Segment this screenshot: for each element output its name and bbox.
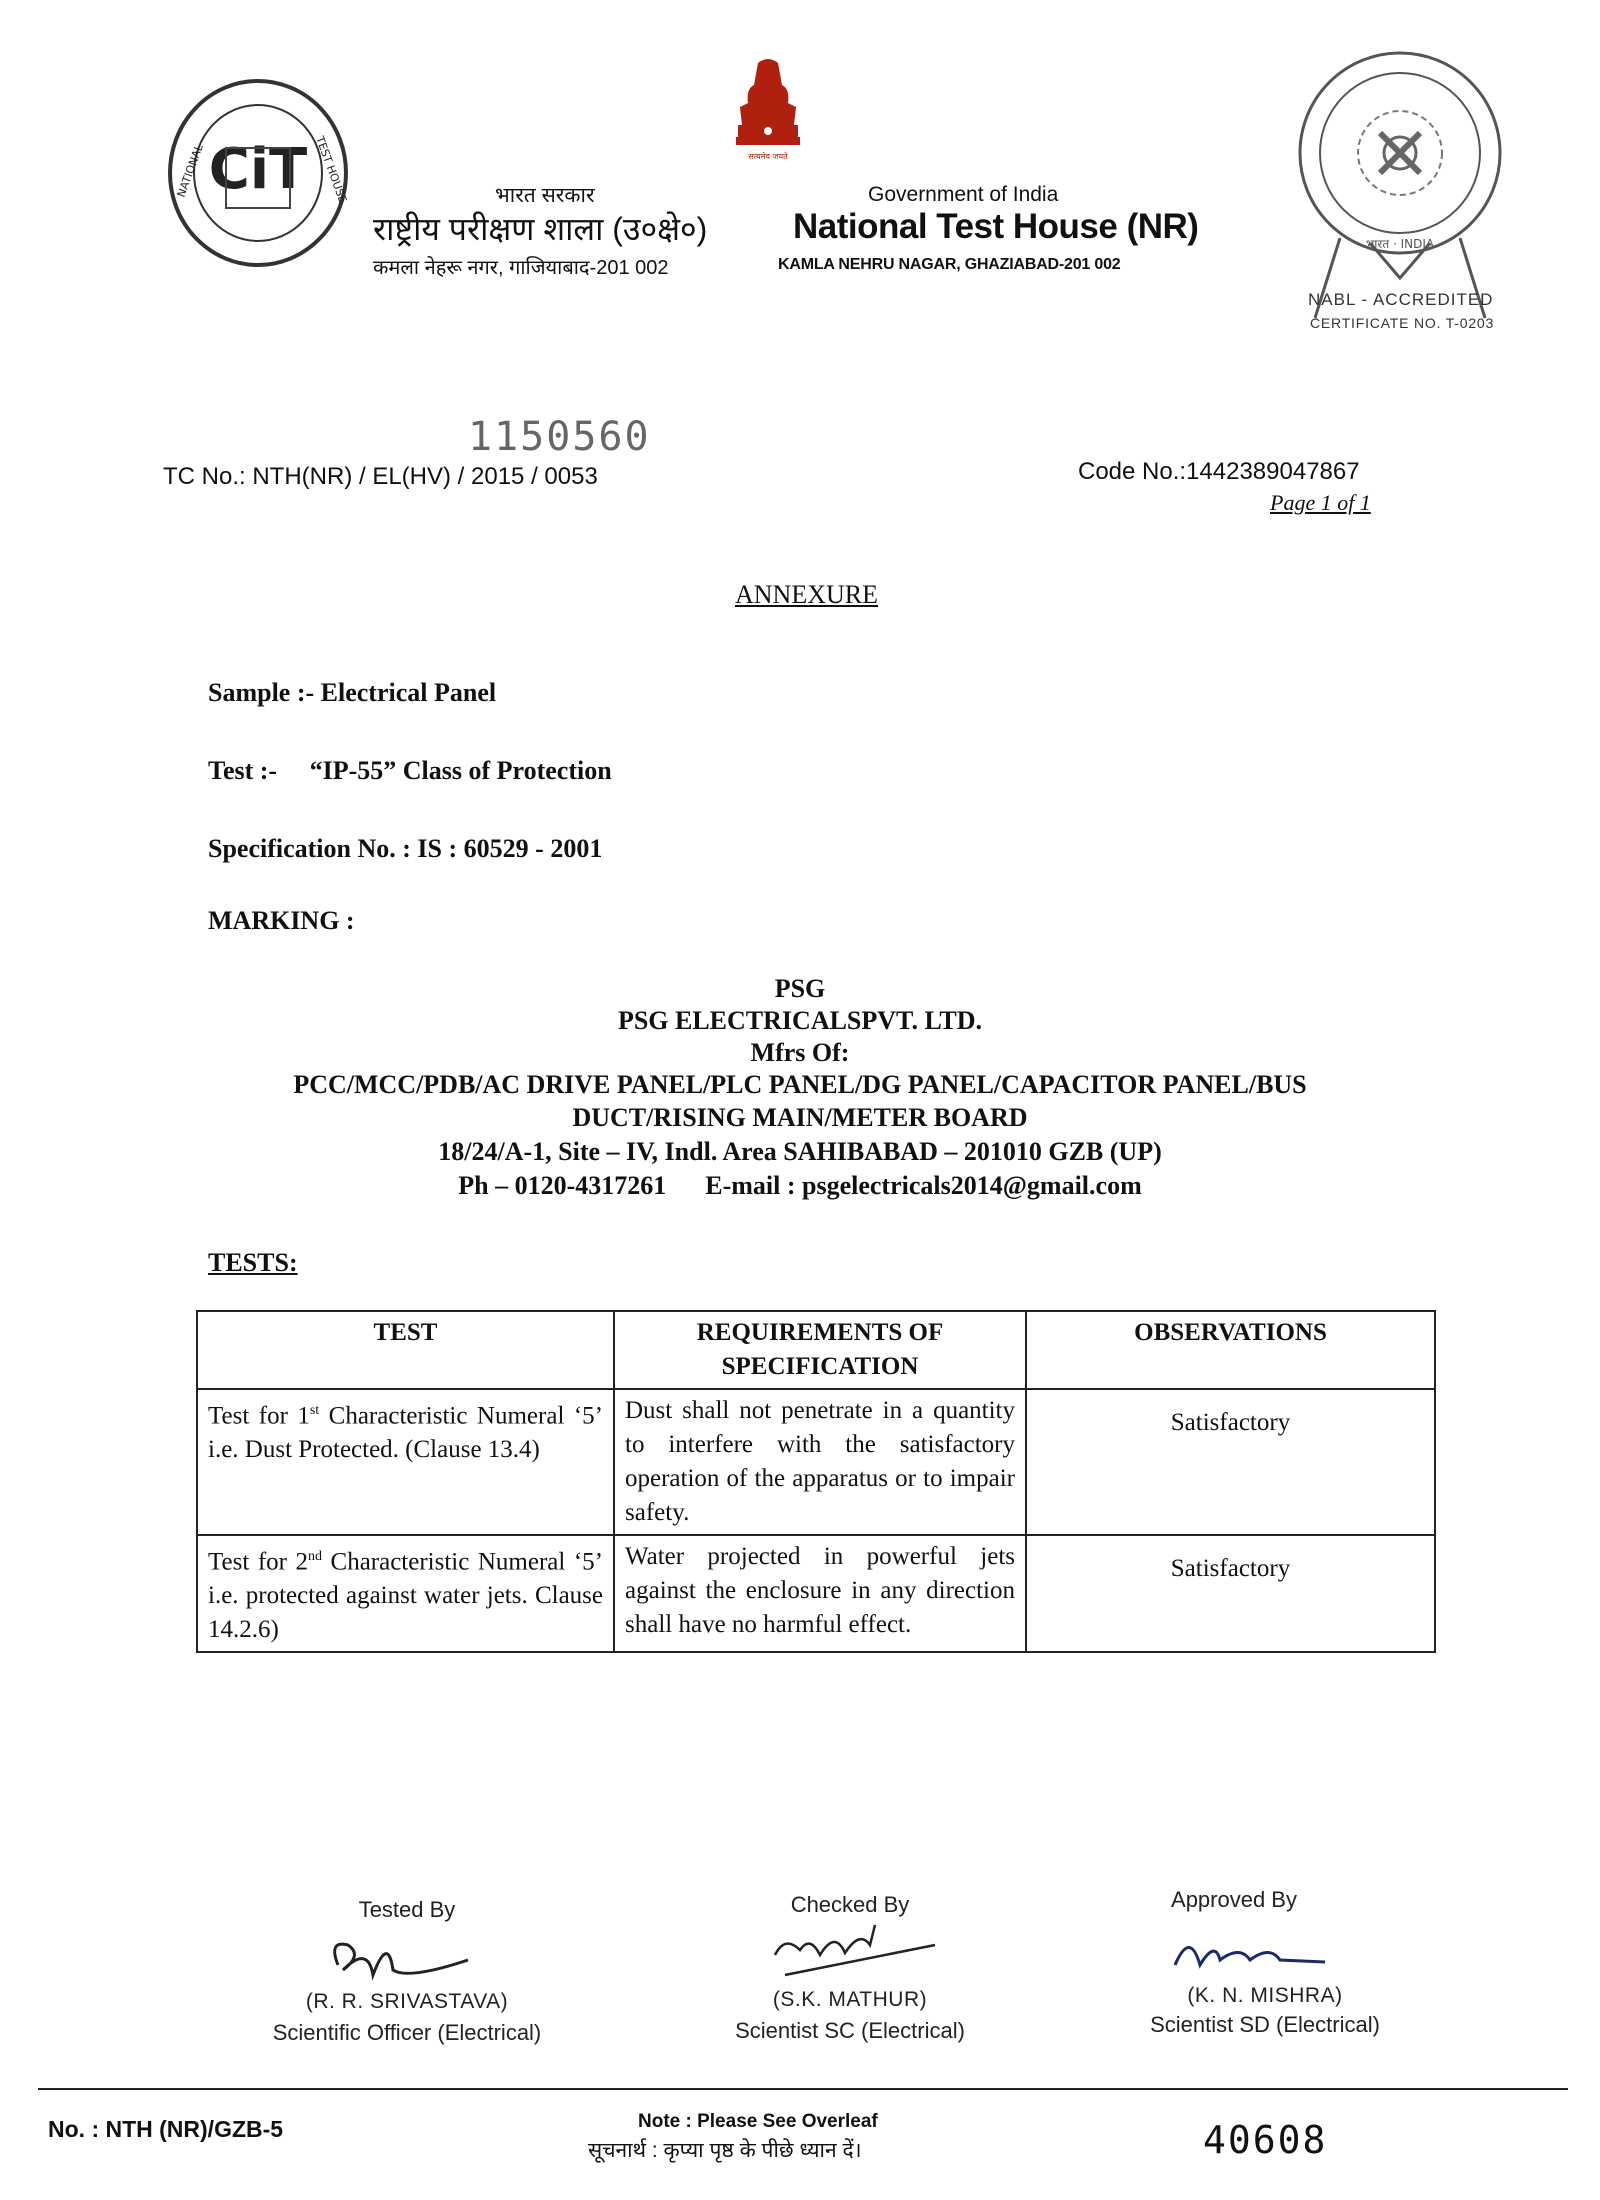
tested-by-role: Scientific Officer (Electrical) <box>272 2020 542 2045</box>
footer-divider <box>38 2088 1568 2090</box>
marking-address: 18/24/A-1, Site – IV, Indl. Area SAHIBABAD – 201010 GZB (UP) <box>438 1137 1162 1166</box>
nabl-accredited-label: NABL - ACCREDITED <box>1308 290 1494 309</box>
header-observations: OBSERVATIONS <box>1026 1311 1435 1389</box>
national-emblem <box>728 55 808 165</box>
svg-text:CiT: CiT <box>208 137 308 202</box>
address-english: KAMLA NEHRU NAGAR, GHAZIABAD-201 002 <box>778 256 1121 273</box>
marking-products-1: PCC/MCC/PDB/AC DRIVE PANEL/PLC PANEL/DG PANEL/CAPACITOR PANEL/BUS <box>293 1070 1307 1099</box>
test-cell <box>197 1389 614 1535</box>
marking-label: MARKING : <box>208 906 355 935</box>
approved-by-role: Scientist SD (Electrical) <box>1150 2012 1380 2037</box>
table-row <box>197 1389 1435 1535</box>
tc-number: TC No.: NTH(NR) / EL(HV) / 2015 / 0053 <box>163 463 598 490</box>
tested-by-signature <box>318 1925 498 2000</box>
test-cell-text: Test for 1 <box>208 1402 310 1430</box>
observation-text: Satisfactory <box>1170 1555 1291 1582</box>
table-row <box>197 1535 1435 1652</box>
test-cell-ordinal: nd <box>308 1549 322 1564</box>
test-line <box>208 756 612 786</box>
tests-heading: TESTS: <box>208 1248 298 1277</box>
test-label: Test :- <box>208 756 278 785</box>
marking-mfrs-label: Mfrs Of: <box>750 1038 850 1067</box>
nth-logo-left <box>166 78 351 268</box>
requirement-cell: Dust shall not penetrate in a quantity to interfere with the satisfactory operation of the apparatus or to impair safety. <box>614 1389 1026 1535</box>
code-number: Code No.:1442389047867 <box>1078 458 1360 485</box>
page-indicator: Page 1 of 1 <box>1270 490 1371 515</box>
requirement-cell: Water projected in powerful jets against the enclosure in any direction shall have no harmful effect. <box>614 1535 1026 1652</box>
footer-note: Note : Please See Overleaf <box>638 2111 878 2132</box>
nabl-certificate-no: CERTIFICATE NO. T-0203 <box>1310 315 1495 331</box>
footer-note-hindi: सूचनार्थ : कृप्या पृष्ठ के पीछे ध्यान दें। <box>588 2139 862 2162</box>
marking-brand: PSG <box>774 974 826 1003</box>
sample-line: Sample :- Electrical Panel <box>208 678 497 707</box>
results-table <box>196 1310 1436 1653</box>
nth-english-name: National Test House (NR) <box>793 207 1199 246</box>
marking-company: PSG ELECTRICALSPVT. LTD. <box>617 1006 983 1035</box>
test-cell-ordinal: st <box>309 1403 320 1418</box>
test-cell-text-rest: Characteristic Numeral ‘5’ i.e. Dust Protected. (Clause 13.4) <box>208 1402 603 1464</box>
tested-by-label: Tested By <box>358 1897 456 1922</box>
checked-by-label: Checked By <box>790 1892 910 1917</box>
marking-email: E-mail : psgelectricals2014@gmail.com <box>705 1171 1142 1200</box>
checked-by-name: (S.K. MATHUR) <box>772 1988 928 2011</box>
address-hindi: कमला नेहरू नगर, गाजियाबाद-201 002 <box>373 257 669 279</box>
svg-text:सत्यमेव जयते: सत्यमेव जयते <box>748 152 788 161</box>
checked-by-signature <box>765 1915 945 1990</box>
footer-serial-number: 40608 <box>1203 2118 1328 2162</box>
approved-by-name: (K. N. MISHRA) <box>1187 1984 1343 2007</box>
svg-text:NATIONAL: NATIONAL <box>174 142 206 200</box>
header-requirements: REQUIREMENTS OF SPECIFICATION <box>614 1311 1026 1389</box>
observation-cell <box>1026 1535 1435 1652</box>
svg-text:भारत · INDIA: भारत · INDIA <box>1365 237 1435 251</box>
marking-products-2: DUCT/RISING MAIN/METER BOARD <box>572 1103 1028 1132</box>
annexure-title: ANNEXURE <box>735 580 878 609</box>
test-cell-text: Test for 2 <box>208 1548 308 1576</box>
observation-text: Satisfactory <box>1170 1409 1291 1436</box>
observation-cell <box>1026 1389 1435 1535</box>
test-cell <box>197 1535 614 1652</box>
marking-phone: Ph – 0120-4317261 <box>458 1171 667 1200</box>
gov-hindi-label: भारत सरकार <box>495 184 595 207</box>
nth-hindi-name: राष्ट्रीय परीक्षण शाला (उ०क्षे०) <box>373 211 708 247</box>
checked-by-role: Scientist SC (Electrical) <box>735 2018 965 2043</box>
test-cell-text-rest: Characteristic Numeral ‘5’ i.e. protected against water jets. Clause 14.2.6) <box>208 1548 603 1644</box>
table-header-row <box>197 1311 1435 1389</box>
serial-stamp: 1150560 <box>468 414 651 460</box>
test-value: “IP-55” Class of Protection <box>309 756 612 785</box>
marking-contact <box>0 1171 1600 1201</box>
specification-line: Specification No. : IS : 60529 - 2001 <box>208 834 603 863</box>
tested-by-name: (R. R. SRIVASTAVA) <box>305 1990 509 2013</box>
approved-by-label: Approved By <box>1171 1887 1297 1912</box>
header-test: TEST <box>197 1311 614 1389</box>
form-number: No. : NTH (NR)/GZB-5 <box>48 2116 284 2142</box>
svg-text:TEST HOUSE: TEST HOUSE <box>313 134 350 205</box>
gov-english-label: Government of India <box>868 183 1059 206</box>
